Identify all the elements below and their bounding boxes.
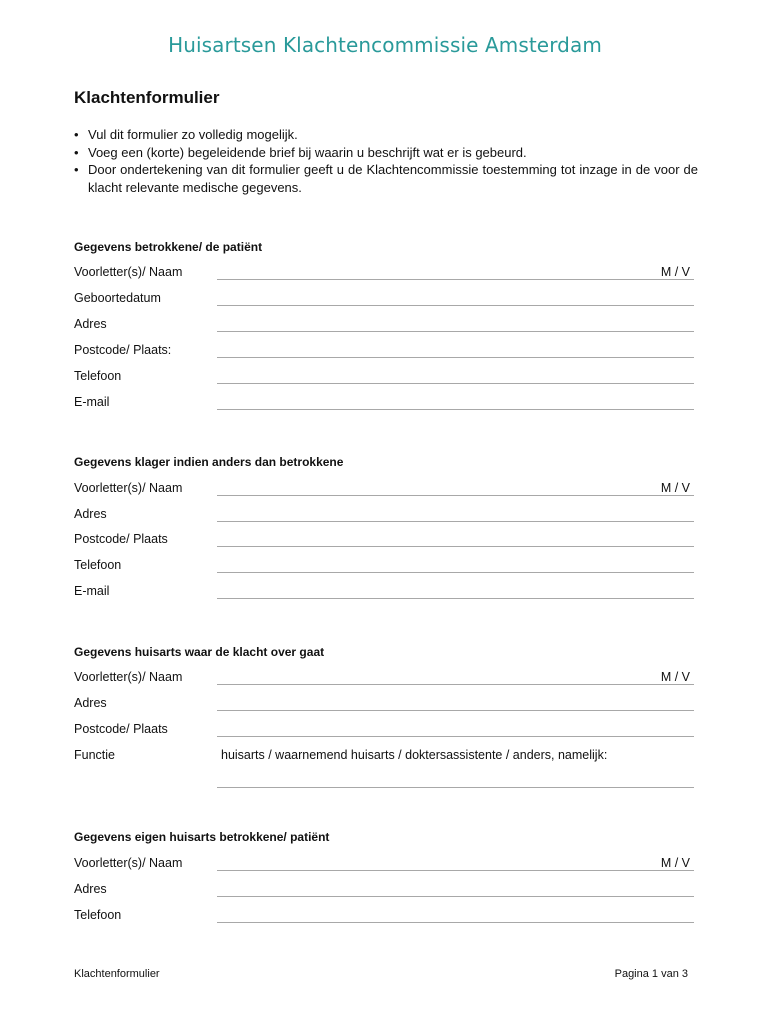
input-line[interactable]	[217, 383, 694, 384]
input-line[interactable]	[217, 572, 694, 573]
gender-choice[interactable]: M / V	[660, 481, 690, 495]
bullet-icon: •	[74, 162, 79, 177]
field-label: Voorletter(s)/ Naam	[74, 265, 183, 279]
input-line[interactable]	[217, 546, 694, 547]
field-label: Postcode/ Plaats	[74, 532, 168, 546]
footer-document-name: Klachtenformulier	[74, 968, 160, 980]
instruction-item: • Voeg een (korte) begeleidende brief bij waarin u beschrijft wat er is gebeurd.	[74, 144, 527, 160]
input-line[interactable]	[217, 598, 694, 599]
section-title-gp-complaint: Gegevens huisarts waar de klacht over gaat	[74, 645, 325, 659]
field-label: Adres	[74, 317, 107, 331]
instruction-item: • Door ondertekening van dit formulier geeft u de Klachtencommissie toestemming tot inzage in de voor de klacht relevante medische gegevens.	[74, 162, 698, 195]
field-patient-phone	[74, 369, 694, 389]
field-gp-name	[74, 670, 694, 690]
input-line[interactable]	[217, 896, 694, 897]
field-patient-address	[74, 317, 694, 337]
bullet-icon: •	[74, 127, 79, 142]
field-own-gp-phone	[74, 908, 694, 928]
function-options[interactable]: huisarts / waarnemend huisarts / doktersassistente / anders, namelijk:	[221, 748, 608, 762]
section-title-complainant: Gegevens klager indien anders dan betrokkene	[74, 455, 344, 469]
form-title: Klachtenformulier	[74, 88, 220, 107]
bullet-icon: •	[74, 144, 79, 160]
field-label: Adres	[74, 507, 107, 521]
input-line[interactable]	[217, 922, 694, 923]
field-patient-email	[74, 395, 694, 415]
field-complainant-address	[74, 507, 694, 527]
field-label: Voorletter(s)/ Naam	[74, 481, 183, 495]
input-line[interactable]	[217, 684, 694, 685]
field-label: Telefoon	[74, 369, 122, 383]
field-label: Telefoon	[74, 908, 122, 922]
gender-choice[interactable]: M / V	[660, 265, 690, 279]
field-complainant-phone	[74, 558, 694, 578]
field-label: Voorletter(s)/ Naam	[74, 856, 183, 870]
field-label: Telefoon	[74, 558, 122, 572]
field-complainant-email	[74, 584, 694, 604]
input-line[interactable]	[217, 870, 694, 871]
function-other-line[interactable]	[217, 787, 694, 788]
field-label: Functie	[74, 748, 115, 762]
field-complainant-name	[74, 481, 694, 501]
input-line[interactable]	[217, 305, 694, 306]
input-line[interactable]	[217, 521, 694, 522]
organization-title: Huisartsen Klachtencommissie Amsterdam	[168, 33, 602, 57]
field-label: E-mail	[74, 584, 110, 598]
field-gp-address	[74, 696, 694, 716]
field-label: Postcode/ Plaats	[74, 722, 168, 736]
field-own-gp-name	[74, 856, 694, 876]
gender-choice[interactable]: M / V	[660, 856, 690, 870]
field-label: Voorletter(s)/ Naam	[74, 670, 183, 684]
field-patient-name	[74, 265, 694, 285]
footer-page-number: Pagina 1 van 3	[614, 968, 688, 980]
section-title-own-gp: Gegevens eigen huisarts betrokkene/ patiënt	[74, 830, 330, 844]
field-label: E-mail	[74, 395, 110, 409]
instruction-item: • Vul dit formulier zo volledig mogelijk.	[74, 127, 298, 142]
field-complainant-postcode	[74, 532, 694, 552]
field-label: Adres	[74, 882, 107, 896]
field-own-gp-address	[74, 882, 694, 902]
input-line[interactable]	[217, 279, 694, 280]
input-line[interactable]	[217, 357, 694, 358]
field-label: Postcode/ Plaats:	[74, 343, 172, 357]
section-title-patient: Gegevens betrokkene/ de patiënt	[74, 240, 263, 254]
field-label: Adres	[74, 696, 107, 710]
field-patient-birthdate	[74, 291, 694, 311]
input-line[interactable]	[217, 409, 694, 410]
field-patient-postcode	[74, 343, 694, 363]
field-label: Geboortedatum	[74, 291, 161, 305]
field-gp-postcode	[74, 722, 694, 742]
input-line[interactable]	[217, 736, 694, 737]
input-line[interactable]	[217, 495, 694, 496]
field-gp-function	[74, 748, 694, 768]
gender-choice[interactable]: M / V	[660, 670, 690, 684]
instructions-list	[74, 126, 698, 196]
input-line[interactable]	[217, 710, 694, 711]
input-line[interactable]	[217, 331, 694, 332]
